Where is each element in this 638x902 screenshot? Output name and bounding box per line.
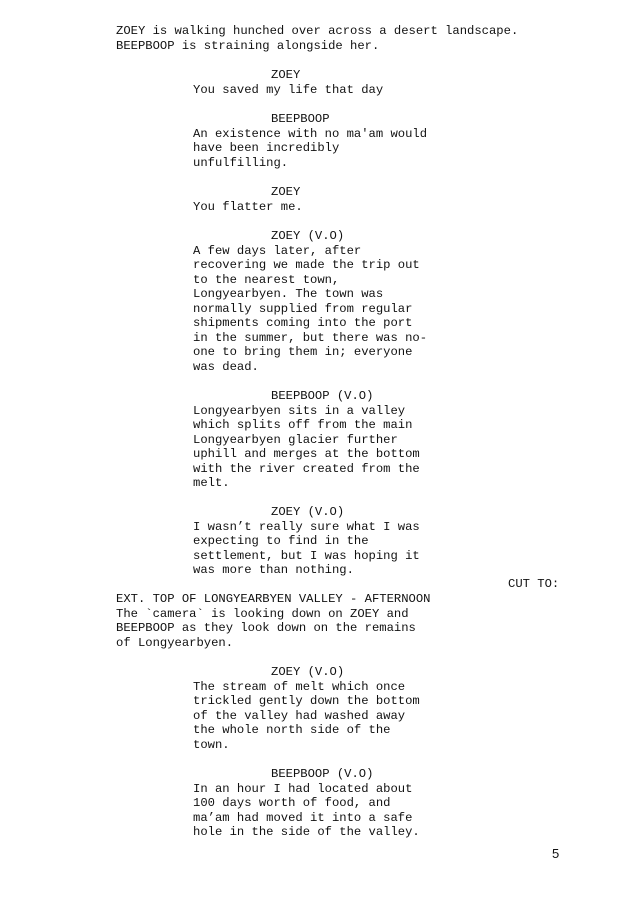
character-name: BEEPBOOP bbox=[271, 112, 330, 126]
page-number: 5 bbox=[552, 846, 560, 861]
dialogue: A few days later, after recovering we made the trip out to the nearest town, Longyearbyen. The town was normally supplied from regular shipments coming into the port in the summer, but there was no- one to bring them in; everyone was dead. bbox=[193, 243, 428, 374]
dialogue: You saved my life that day bbox=[193, 82, 384, 97]
character-name: BEEPBOOP (V.O) bbox=[271, 389, 374, 403]
character-name: ZOEY (V.O) bbox=[271, 505, 345, 519]
character-name: ZOEY bbox=[271, 68, 301, 82]
character-name: ZOEY (V.O) bbox=[271, 229, 345, 243]
dialogue: In an hour I had located about 100 days worth of food, and ma’am had moved it into a safe hole in the side of the valley. bbox=[193, 781, 420, 840]
dialogue: You flatter me. bbox=[193, 199, 303, 214]
dialogue: Longyearbyen sits in a valley which splits off from the main Longyearbyen glacier further uphill and merges at the bottom with the river created from the melt. bbox=[193, 403, 420, 491]
character-name: ZOEY (V.O) bbox=[271, 665, 345, 679]
scene-heading-and-action: EXT. TOP OF LONGYEARBYEN VALLEY - AFTERNOON The `camera` is looking down on ZOEY and BEEPBOOP as they look down on the remains of Longyearbyen. bbox=[116, 592, 431, 650]
dialogue: I wasn’t really sure what I was expecting to find in the settlement, but I was hoping it was more than nothing. bbox=[193, 519, 420, 578]
dialogue: The stream of melt which once trickled gently down the bottom of the valley had washed away the whole north side of the town. bbox=[193, 679, 420, 752]
character-name: ZOEY bbox=[271, 185, 301, 199]
transition: CUT TO: bbox=[508, 577, 560, 591]
character-name: BEEPBOOP (V.O) bbox=[271, 767, 374, 781]
dialogue: An existence with no ma'am would have been incredibly unfulfilling. bbox=[193, 126, 428, 170]
action-block: ZOEY is walking hunched over across a desert landscape. BEEPBOOP is straining alongside her. bbox=[116, 24, 519, 53]
